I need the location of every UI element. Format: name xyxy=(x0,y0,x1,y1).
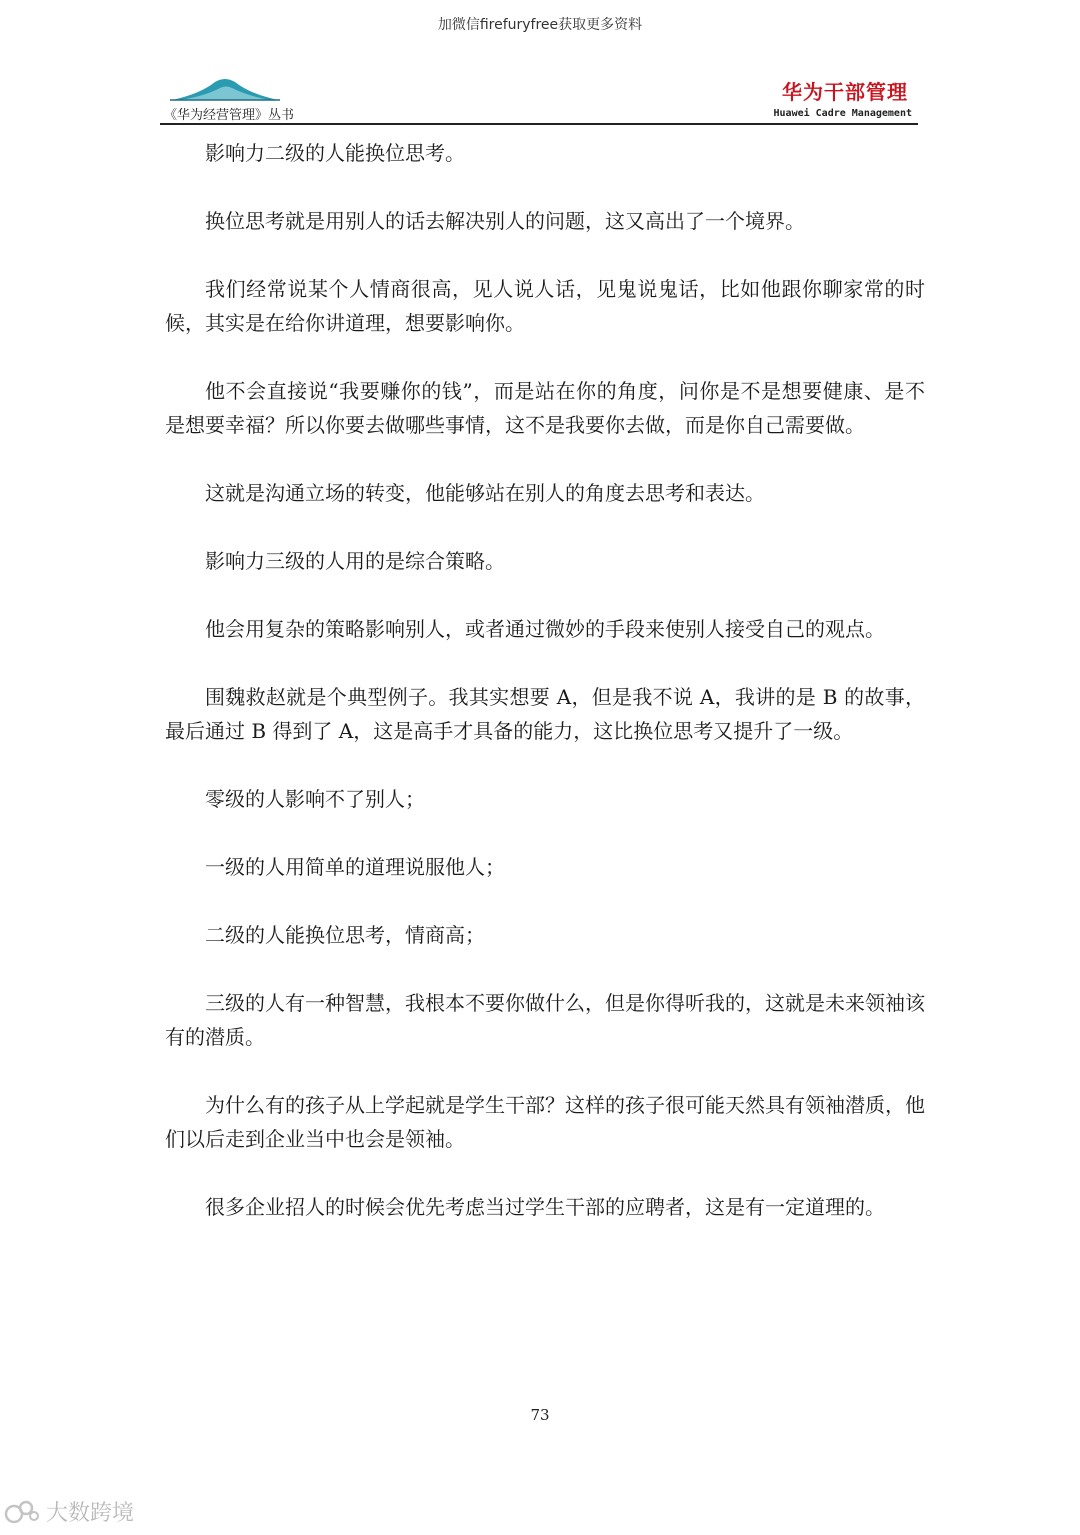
body-text xyxy=(165,136,925,1258)
paragraph: 换位思考就是用别人的话去解决别人的问题，这又高出了一个境界。 xyxy=(205,209,805,233)
paragraph: 三级的人有一种智慧，我根本不要你做什么，但是你得听我的，这就是未来领袖该有的潜质。 xyxy=(165,991,925,1049)
header-divider xyxy=(160,123,918,125)
top-note: 加微信firefuryfree获取更多资料 xyxy=(437,17,643,33)
paragraph: 零级的人影响不了别人； xyxy=(205,787,425,811)
paragraph: 很多企业招人的时候会优先考虑当过学生干部的应聘者，这是有一定道理的。 xyxy=(205,1195,885,1219)
paragraph: 影响力三级的人用的是综合策略。 xyxy=(205,549,505,573)
paragraph: 为什么有的孩子从上学起就是学生干部？这样的孩子很可能天然具有领袖潜质，他们以后走到企业当中也会是领袖。 xyxy=(165,1093,925,1151)
page-number: 73 xyxy=(530,1406,550,1424)
paragraph: 他会用复杂的策略影响别人，或者通过微妙的手段来使别人接受自己的观点。 xyxy=(205,617,885,641)
brand-title: 华为干部管理 xyxy=(782,80,908,104)
mountain-logo-icon xyxy=(170,74,280,102)
watermark-logo-icon xyxy=(4,1498,40,1526)
paragraph: 一级的人用简单的道理说服他人； xyxy=(205,855,505,879)
paragraph: 围魏救赵就是个典型例子。我其实想要 A，但是我不说 A，我讲的是 B 的故事，最后通过 B 得到了 A，这是高手才具备的能力，这比换位思考又提升了一级。 xyxy=(165,685,925,743)
paragraph: 我们经常说某个人情商很高，见人说人话，见鬼说鬼话，比如他跟你聊家常的时候，其实是在给你讲道理，想要影响你。 xyxy=(165,277,925,335)
page-header xyxy=(160,74,918,126)
paragraph: 影响力二级的人能换位思考。 xyxy=(205,141,465,165)
paragraph: 二级的人能换位思考，情商高； xyxy=(205,923,485,947)
paragraph: 这就是沟通立场的转变，他能够站在别人的角度去思考和表达。 xyxy=(205,481,765,505)
series-title: 《华为经营管理》丛书 xyxy=(164,108,295,123)
paragraph: 他不会直接说“我要赚你的钱”，而是站在你的角度，问你是不是想要健康、是不是想要幸福？所以你要去做哪些事情，这不是我要你去做，而是你自己需要做。 xyxy=(165,379,925,437)
brand-subtitle: Huawei Cadre Management xyxy=(773,108,912,119)
watermark-text: 大数跨境 xyxy=(46,1501,135,1526)
watermark xyxy=(4,1496,134,1527)
